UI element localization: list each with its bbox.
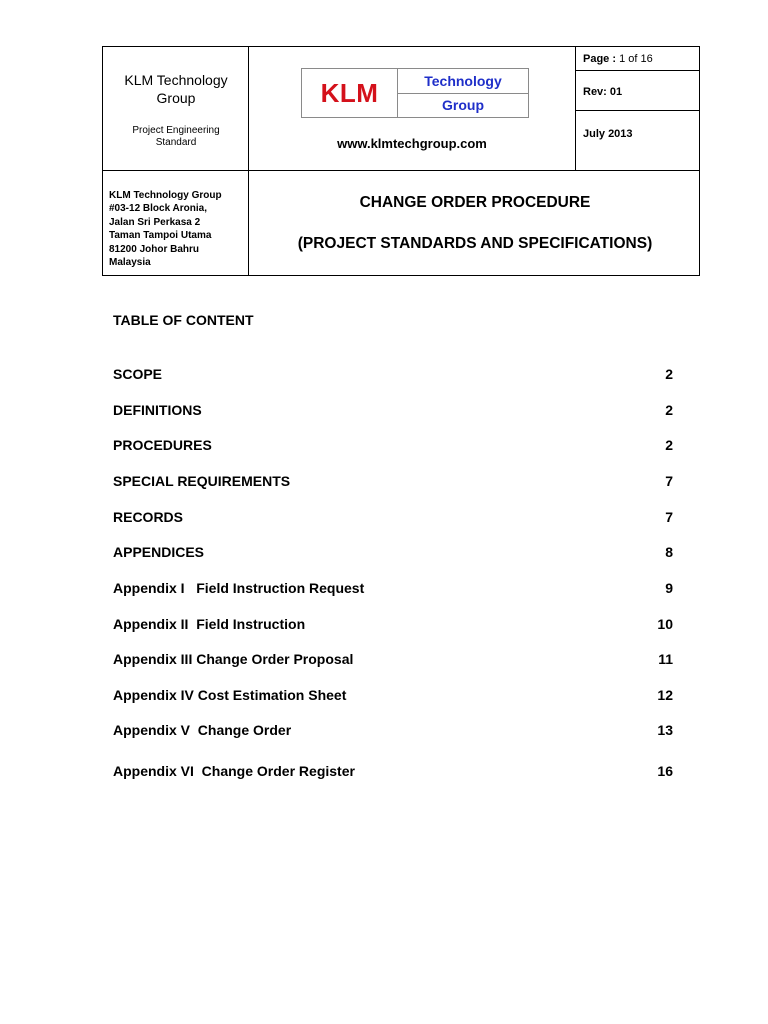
website-link[interactable]: www.klmtechgroup.com (337, 136, 487, 151)
toc-entry[interactable] (113, 651, 673, 669)
toc-entry-label: SPECIAL REQUIREMENTS (113, 473, 291, 489)
toc-entry-label: Appendix VI Change Order Register (113, 763, 355, 779)
standard-label-line1: Project Engineering (132, 125, 220, 136)
toc-entry-label: Appendix IV Cost Estimation Sheet (113, 687, 347, 703)
header-divider (575, 47, 576, 170)
address-line: Taman Tampoi Utama (109, 230, 212, 242)
toc-entry-label: Appendix I Field Instruction Request (113, 580, 365, 596)
address-line: #03-12 Block Aronia, (109, 203, 208, 215)
issue-date: July 2013 (583, 128, 633, 140)
toc-entry-page: 12 (657, 687, 673, 703)
toc-entry-label: APPENDICES (113, 544, 205, 560)
toc-entry-label: PROCEDURES (113, 437, 212, 453)
toc-entry[interactable] (113, 763, 673, 781)
toc-entry-label: Appendix III Change Order Proposal (113, 651, 354, 667)
toc-entry[interactable] (113, 580, 673, 598)
address-line: Jalan Sri Perkasa 2 (109, 216, 201, 228)
toc-entry[interactable] (113, 509, 673, 527)
toc-entry[interactable] (113, 437, 673, 455)
toc-entry-page: 11 (658, 651, 673, 667)
standard-label-line2: Standard (155, 137, 197, 148)
toc-entry[interactable] (113, 687, 673, 705)
revision: Rev: 01 (583, 86, 623, 98)
toc-entry-label: DEFINITIONS (113, 402, 202, 418)
page-value: 1 of 16 (619, 53, 653, 65)
document-header (102, 46, 700, 276)
toc-entry-page: 7 (665, 509, 673, 525)
toc-entry-page: 8 (665, 544, 673, 560)
toc-entry-label: Appendix II Field Instruction (113, 616, 306, 632)
address-line: KLM Technology Group (109, 190, 222, 201)
logo-technology-text: Technology (398, 69, 528, 94)
toc-entry[interactable] (113, 616, 673, 634)
header-divider (575, 70, 699, 71)
toc-entry-page: 2 (665, 437, 673, 453)
company-name-line2: Group (156, 90, 196, 106)
toc-entry-label: Appendix V Change Order (113, 722, 292, 738)
klm-logo (301, 68, 529, 118)
address-line: 81200 Johor Bahru (109, 243, 200, 255)
logo-klm-text: KLM (302, 69, 398, 117)
page-info (583, 53, 653, 65)
document-title: CHANGE ORDER PROCEDURE (359, 194, 591, 211)
header-divider (575, 110, 699, 111)
toc-entry-page: 16 (657, 763, 673, 779)
toc-entry-page: 2 (665, 366, 673, 382)
toc-entry-page: 10 (657, 616, 673, 632)
toc-entry-page: 2 (665, 402, 673, 418)
logo-right-block (398, 69, 528, 117)
toc-entry-label: SCOPE (113, 366, 163, 382)
toc-entry-page: 9 (665, 580, 673, 596)
toc-entry[interactable] (113, 402, 673, 420)
company-name-line1: KLM Technology (124, 72, 228, 88)
toc-entry-label: RECORDS (113, 509, 184, 525)
toc-entry[interactable] (113, 722, 673, 740)
address-line: Malaysia (109, 257, 151, 269)
page-label: Page : (583, 53, 617, 65)
document-subtitle: (PROJECT STANDARDS AND SPECIFICATIONS) (297, 235, 653, 252)
logo-group-text: Group (442, 97, 484, 114)
toc-entry-page: 7 (665, 473, 673, 489)
toc-heading: TABLE OF CONTENT (113, 312, 254, 328)
toc-entry[interactable] (113, 366, 673, 384)
toc-entry[interactable] (113, 544, 673, 562)
toc-entry[interactable] (113, 473, 673, 491)
toc-entry-page: 13 (657, 722, 673, 738)
header-divider (103, 170, 699, 171)
standard-label (103, 125, 249, 149)
company-address (109, 189, 249, 269)
company-name (103, 71, 249, 107)
